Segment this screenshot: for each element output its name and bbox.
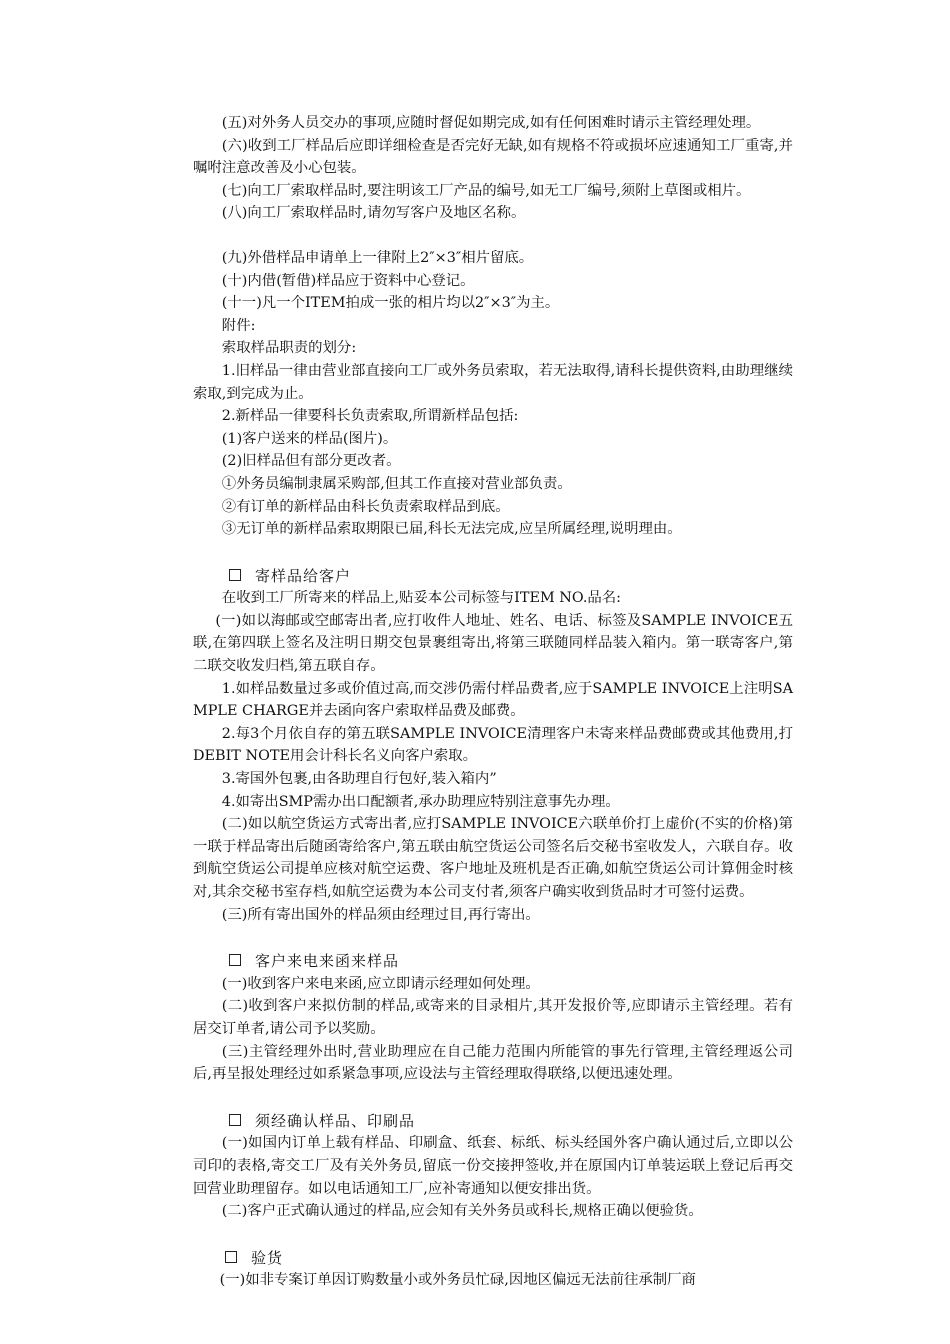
paragraph: ③无订单的新样品索取期限已届,科长无法完成,应呈所属经理,说明理由。 — [221, 521, 682, 538]
paragraph: ②有订单的新样品由科长负责索取样品到底。 — [221, 498, 510, 515]
spacer — [193, 1223, 793, 1247]
paragraph: 1.旧样品一律由营业部直接向工厂或外务员索取，若无法取得,请科长提供资料,由助理继续索取,到完成为止。 — [193, 362, 793, 402]
paragraph: (1)客户送来的样品(图片)。 — [221, 430, 398, 447]
paragraph: (八)向工厂索取样品时,请勿写客户及地区名称。 — [221, 205, 526, 222]
paragraph: (二)收到客户来拟仿制的样品,或寄来的目录相片,其开发报价等,应即请示主管经理。若有居交订单者,请公司予以奖励。 — [193, 998, 793, 1037]
checkbox-square-icon — [229, 569, 241, 581]
paragraph: (三)主管经理外出时,营业助理应在自己能力范围内所能管的事先行管理,主管经理返公司后,再呈报处理经过如系紧急事项,应设法与主管经理取得联络,以便迅速处理。 — [193, 1043, 793, 1083]
paragraph: (五)对外务人员交办的事项,应随时督促如期完成,如有任何困难时请示主管经理处理。 — [221, 115, 761, 131]
spacer — [193, 1086, 793, 1110]
document-page — [193, 112, 793, 1292]
paragraph: 2.新样品一律要科长负责索取,所谓新样品包括: — [221, 408, 519, 425]
paragraph: ①外务员编制隶属采购部,但其工作直接对营业部负责。 — [221, 475, 572, 492]
paragraph: (九)外借样品申请单上一律附上2″×3″相片留底。 — [221, 249, 534, 266]
paragraph: (七)向工厂索取样品时,要注明该工厂产品的编号,如无工厂编号,须附上草图或相片。 — [221, 182, 751, 199]
section-heading — [193, 950, 793, 973]
paragraph: (一)如非专案订单因订购数量小或外务员忙碌,因地区偏远无法前往承制厂商 — [219, 1272, 696, 1289]
paragraph: (二)如以航空货运方式寄出者,应打SAMPLE INVOICE六联单价打上虚价(不实的价格)第一联于样品寄出后随函寄给客户,第五联由航空货运公司签名后交秘书室收发人，六联自存。收到航空货运公司提单应核对航空运费、客户地址及班机是否正确,如航空货运公司计算佣金时核对,其余交秘书室存档,如航空运费为本公司支付者,须客户确实收到货品时才可签付运费。 — [193, 816, 793, 900]
paragraph: 3.寄国外包裹,由各助理自行包好,装入箱内” — [221, 771, 497, 788]
spacer — [193, 541, 793, 565]
paragraph: (一)如国内订单上载有样品、印刷盒、纸套、标纸、标头经国外客户确认通过后,立即以公司印的表格,寄交工厂及有关外务员,留底一份交接押签收,并在原国内订单装运联上登记后再交回营业助理留存。如以电话通知工厂,应补寄通知以便安排出货。 — [193, 1135, 793, 1197]
paragraph: 附件: — [221, 317, 256, 334]
paragraph: 在收到工厂所寄来的样品上,贴妥本公司标签与ITEM NO.品名: — [221, 590, 622, 607]
paragraph: (2)旧样品但有部分更改者。 — [221, 453, 401, 470]
checkbox-square-icon — [225, 1251, 237, 1263]
paragraph: (一)收到客户来电来函,应立即请示经理如何处理。 — [221, 975, 540, 992]
checkbox-square-icon — [229, 1114, 241, 1126]
section-heading — [193, 1110, 793, 1133]
checkbox-square-icon — [229, 954, 241, 966]
section-heading — [193, 1247, 793, 1270]
paragraph: (一)如以海邮或空邮寄出者,应打收件人地址、姓名、电话、标签及SAMPLE INVOICE五联,在第四联上签名及注明日期交包景裹组寄出,将第三联随同样品装入箱内。第一联寄客户,第二联交收发归档,第五联自存。 — [193, 612, 793, 675]
spacer — [193, 926, 793, 950]
section-heading — [193, 565, 793, 588]
section-heading-text: 须经确认样品、印刷品 — [255, 1111, 416, 1130]
paragraph: (六)收到工厂样品后应即详细检查是否完好无缺,如有规格不符或损坏应速通知工厂重寄,并嘱咐注意改善及小心包装。 — [193, 137, 793, 177]
spacer — [193, 225, 793, 247]
paragraph: 4.如寄出SMP需办出口配额者,承办助理应特别注意事先办理。 — [221, 793, 620, 810]
section-heading-text: 客户来电来函来样品 — [255, 952, 400, 971]
paragraph: 索取样品职责的划分: — [221, 340, 357, 357]
paragraph: (十一)凡一个ITEM拍成一张的相片均以2″×3″为主。 — [221, 295, 560, 312]
paragraph: (二)客户正式确认通过的样品,应会知有关外务员或科长,规格正确以便验货。 — [221, 1203, 703, 1220]
paragraph: 1.如样品数量过多或价值过高,而交涉仍需付样品费者,应于SAMPLE INVOICE上注明SAMPLE CHARGE并去函向客户索取样品费及邮费。 — [193, 680, 793, 720]
paragraph: (十)内借(暂借)样品应于资料中心登记。 — [221, 272, 475, 289]
section-heading-text: 寄样品给客户 — [255, 566, 352, 585]
paragraph: (三)所有寄出国外的样品须由经理过目,再行寄出。 — [221, 906, 540, 923]
section-heading-text: 验货 — [251, 1248, 284, 1267]
paragraph: 2.每3个月依自存的第五联SAMPLE INVOICE清理客户未寄来样品费邮费或其他费用,打DEBIT NOTE用会计科长名义向客户索取。 — [193, 725, 793, 765]
